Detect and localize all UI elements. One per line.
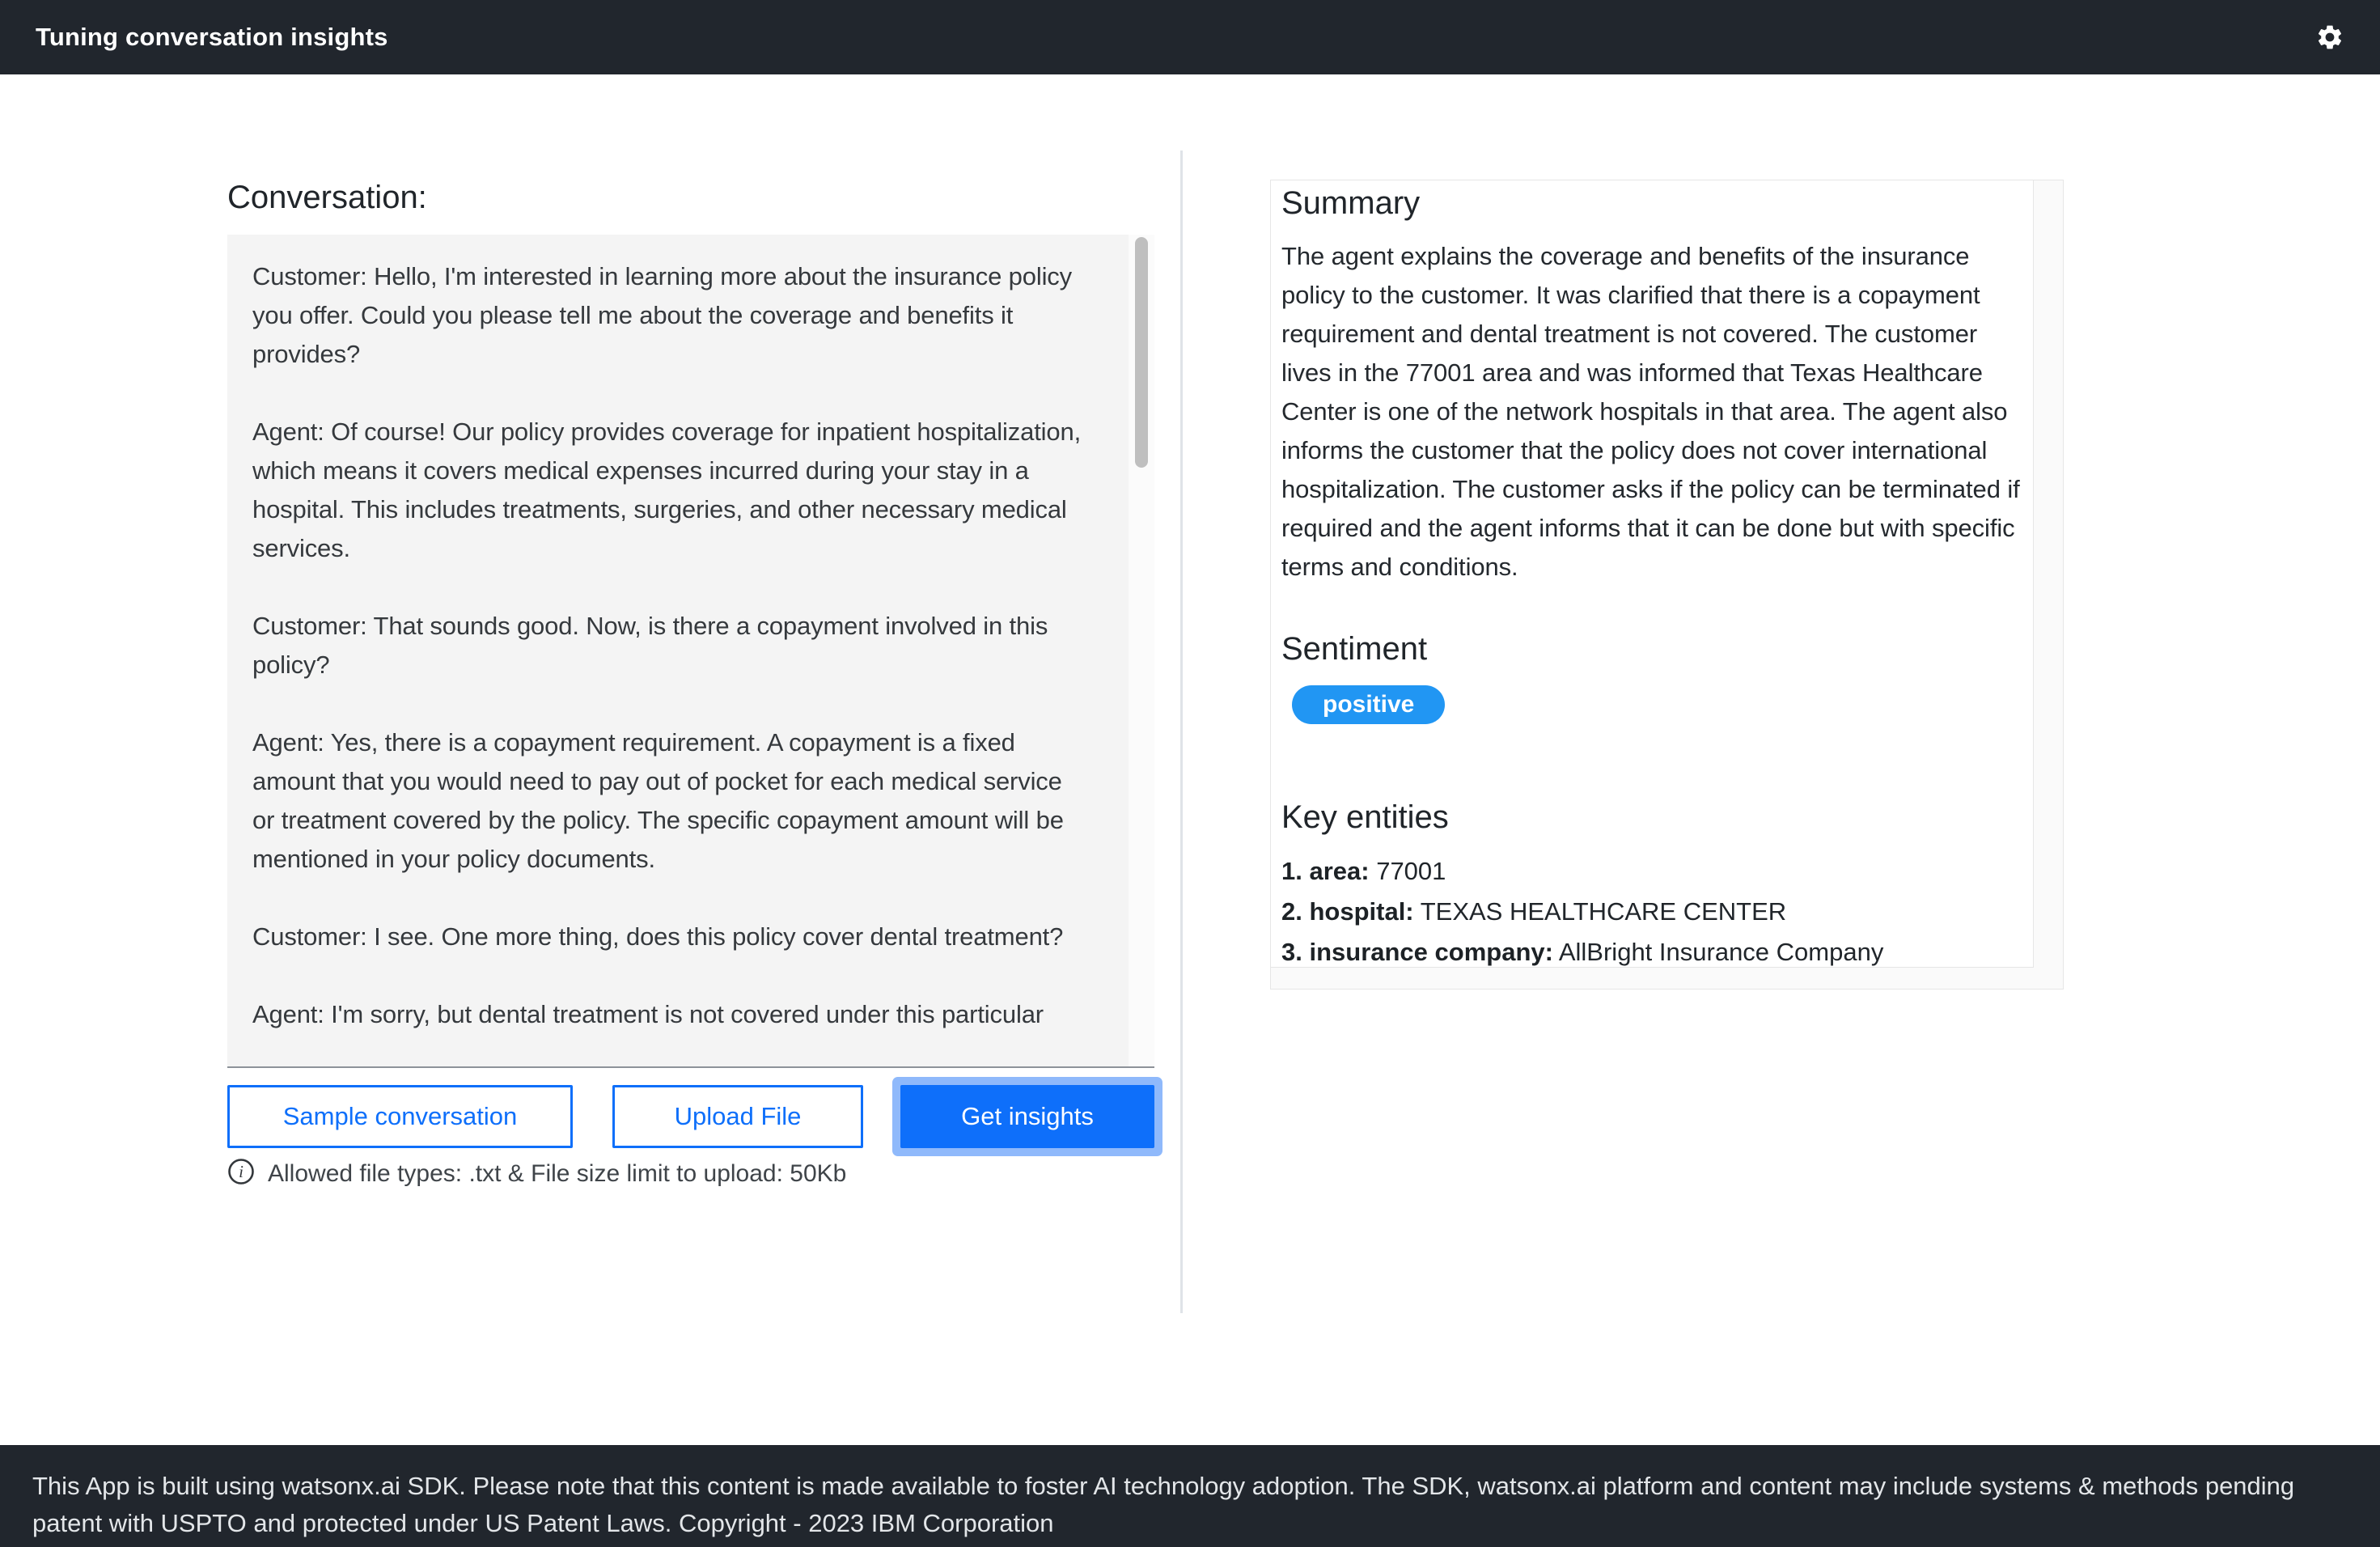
conversation-text bbox=[227, 235, 1129, 1066]
entity-label: 2. hospital: bbox=[1281, 897, 1414, 926]
app-header bbox=[0, 0, 2380, 74]
textarea-scrollbar-thumb[interactable] bbox=[1135, 237, 1148, 468]
app-title: Tuning conversation insights bbox=[36, 23, 388, 51]
entity-value: TEXAS HEALTHCARE CENTER bbox=[1420, 897, 1787, 926]
entity-item bbox=[1281, 851, 2022, 892]
upload-file-button[interactable]: Upload File bbox=[612, 1085, 863, 1148]
entity-label: 3. insurance company: bbox=[1281, 938, 1553, 966]
footer-text: This App is built using watsonx.ai SDK. Please note that this content is made available to foster AI technology adoption. The SDK, watsonx.ai platform and content may include systems & methods pending patent with USPTO and protected under US Patent Laws. Copyright - 2023 IBM Corporation bbox=[32, 1472, 2295, 1537]
insights-panel bbox=[1270, 180, 2064, 990]
conversation-heading: Conversation: bbox=[227, 180, 427, 215]
file-hint-text: Allowed file types: .txt & File size limit to upload: 50Kb bbox=[268, 1159, 847, 1187]
app-footer bbox=[0, 1445, 2380, 1547]
sentiment-badge: positive bbox=[1292, 685, 1445, 724]
conversation-textarea[interactable] bbox=[227, 235, 1154, 1068]
sample-conversation-button[interactable]: Sample conversation bbox=[227, 1085, 573, 1148]
get-insights-button[interactable]: Get insights bbox=[900, 1085, 1154, 1148]
conversation-paragraph: Agent: Of course! Our policy provides coverage for inpatient hospitalization, which means it covers medical expenses incurred during your stay in a hospital. This includes treatments, surgeries, and other necessary medical services. bbox=[252, 417, 1082, 562]
svg-text:i: i bbox=[239, 1162, 244, 1181]
conversation-paragraph: Customer: Hello, I'm interested in learning more about the insurance policy you offer. Could you please tell me about the coverage and benefits it provides? bbox=[252, 262, 1073, 368]
settings-gear-icon[interactable] bbox=[2315, 23, 2344, 52]
key-entities-heading: Key entities bbox=[1281, 799, 1449, 835]
textarea-scrollbar-track[interactable] bbox=[1129, 235, 1154, 1066]
conversation-paragraph: Agent: I'm sorry, but dental treatment is not covered under this particular bbox=[252, 1000, 1044, 1028]
file-hint-row bbox=[227, 1158, 846, 1189]
key-entities-list bbox=[1281, 851, 2022, 968]
info-icon bbox=[227, 1158, 255, 1189]
entity-value: AllBright Insurance Company bbox=[1558, 938, 1884, 966]
conversation-paragraph: Customer: That sounds good. Now, is there a copayment involved in this policy? bbox=[252, 612, 1048, 679]
insights-panel-content[interactable] bbox=[1271, 180, 2034, 968]
column-divider bbox=[1180, 150, 1183, 1313]
entity-label: 1. area: bbox=[1281, 857, 1370, 885]
sentiment-heading: Sentiment bbox=[1281, 631, 1428, 667]
entity-value: 77001 bbox=[1376, 857, 1446, 885]
conversation-paragraph: Customer: I see. One more thing, does this policy cover dental treatment? bbox=[252, 922, 1064, 951]
summary-text: The agent explains the coverage and benefits of the insurance policy to the customer. It was clarified that there is a copayment requirement and dental treatment is not covered. The customer lives in the 77001 area and was informed that Texas Healthcare Center is one of the network hospitals in that area. The agent also informs the customer that the policy does not cover international hospitalization. The customer asks if the policy can be terminated if required and the agent informs that it can be done but with specific terms and conditions. bbox=[1281, 242, 2020, 581]
summary-heading: Summary bbox=[1281, 185, 1421, 221]
conversation-paragraph: Agent: Yes, there is a copayment requirement. A copayment is a fixed amount that you would need to pay out of pocket for each medical service or treatment covered by the policy. The specific copayment amount will be mentioned in your policy documents. bbox=[252, 728, 1064, 873]
entity-item bbox=[1281, 892, 2022, 932]
entity-item bbox=[1281, 932, 2022, 968]
